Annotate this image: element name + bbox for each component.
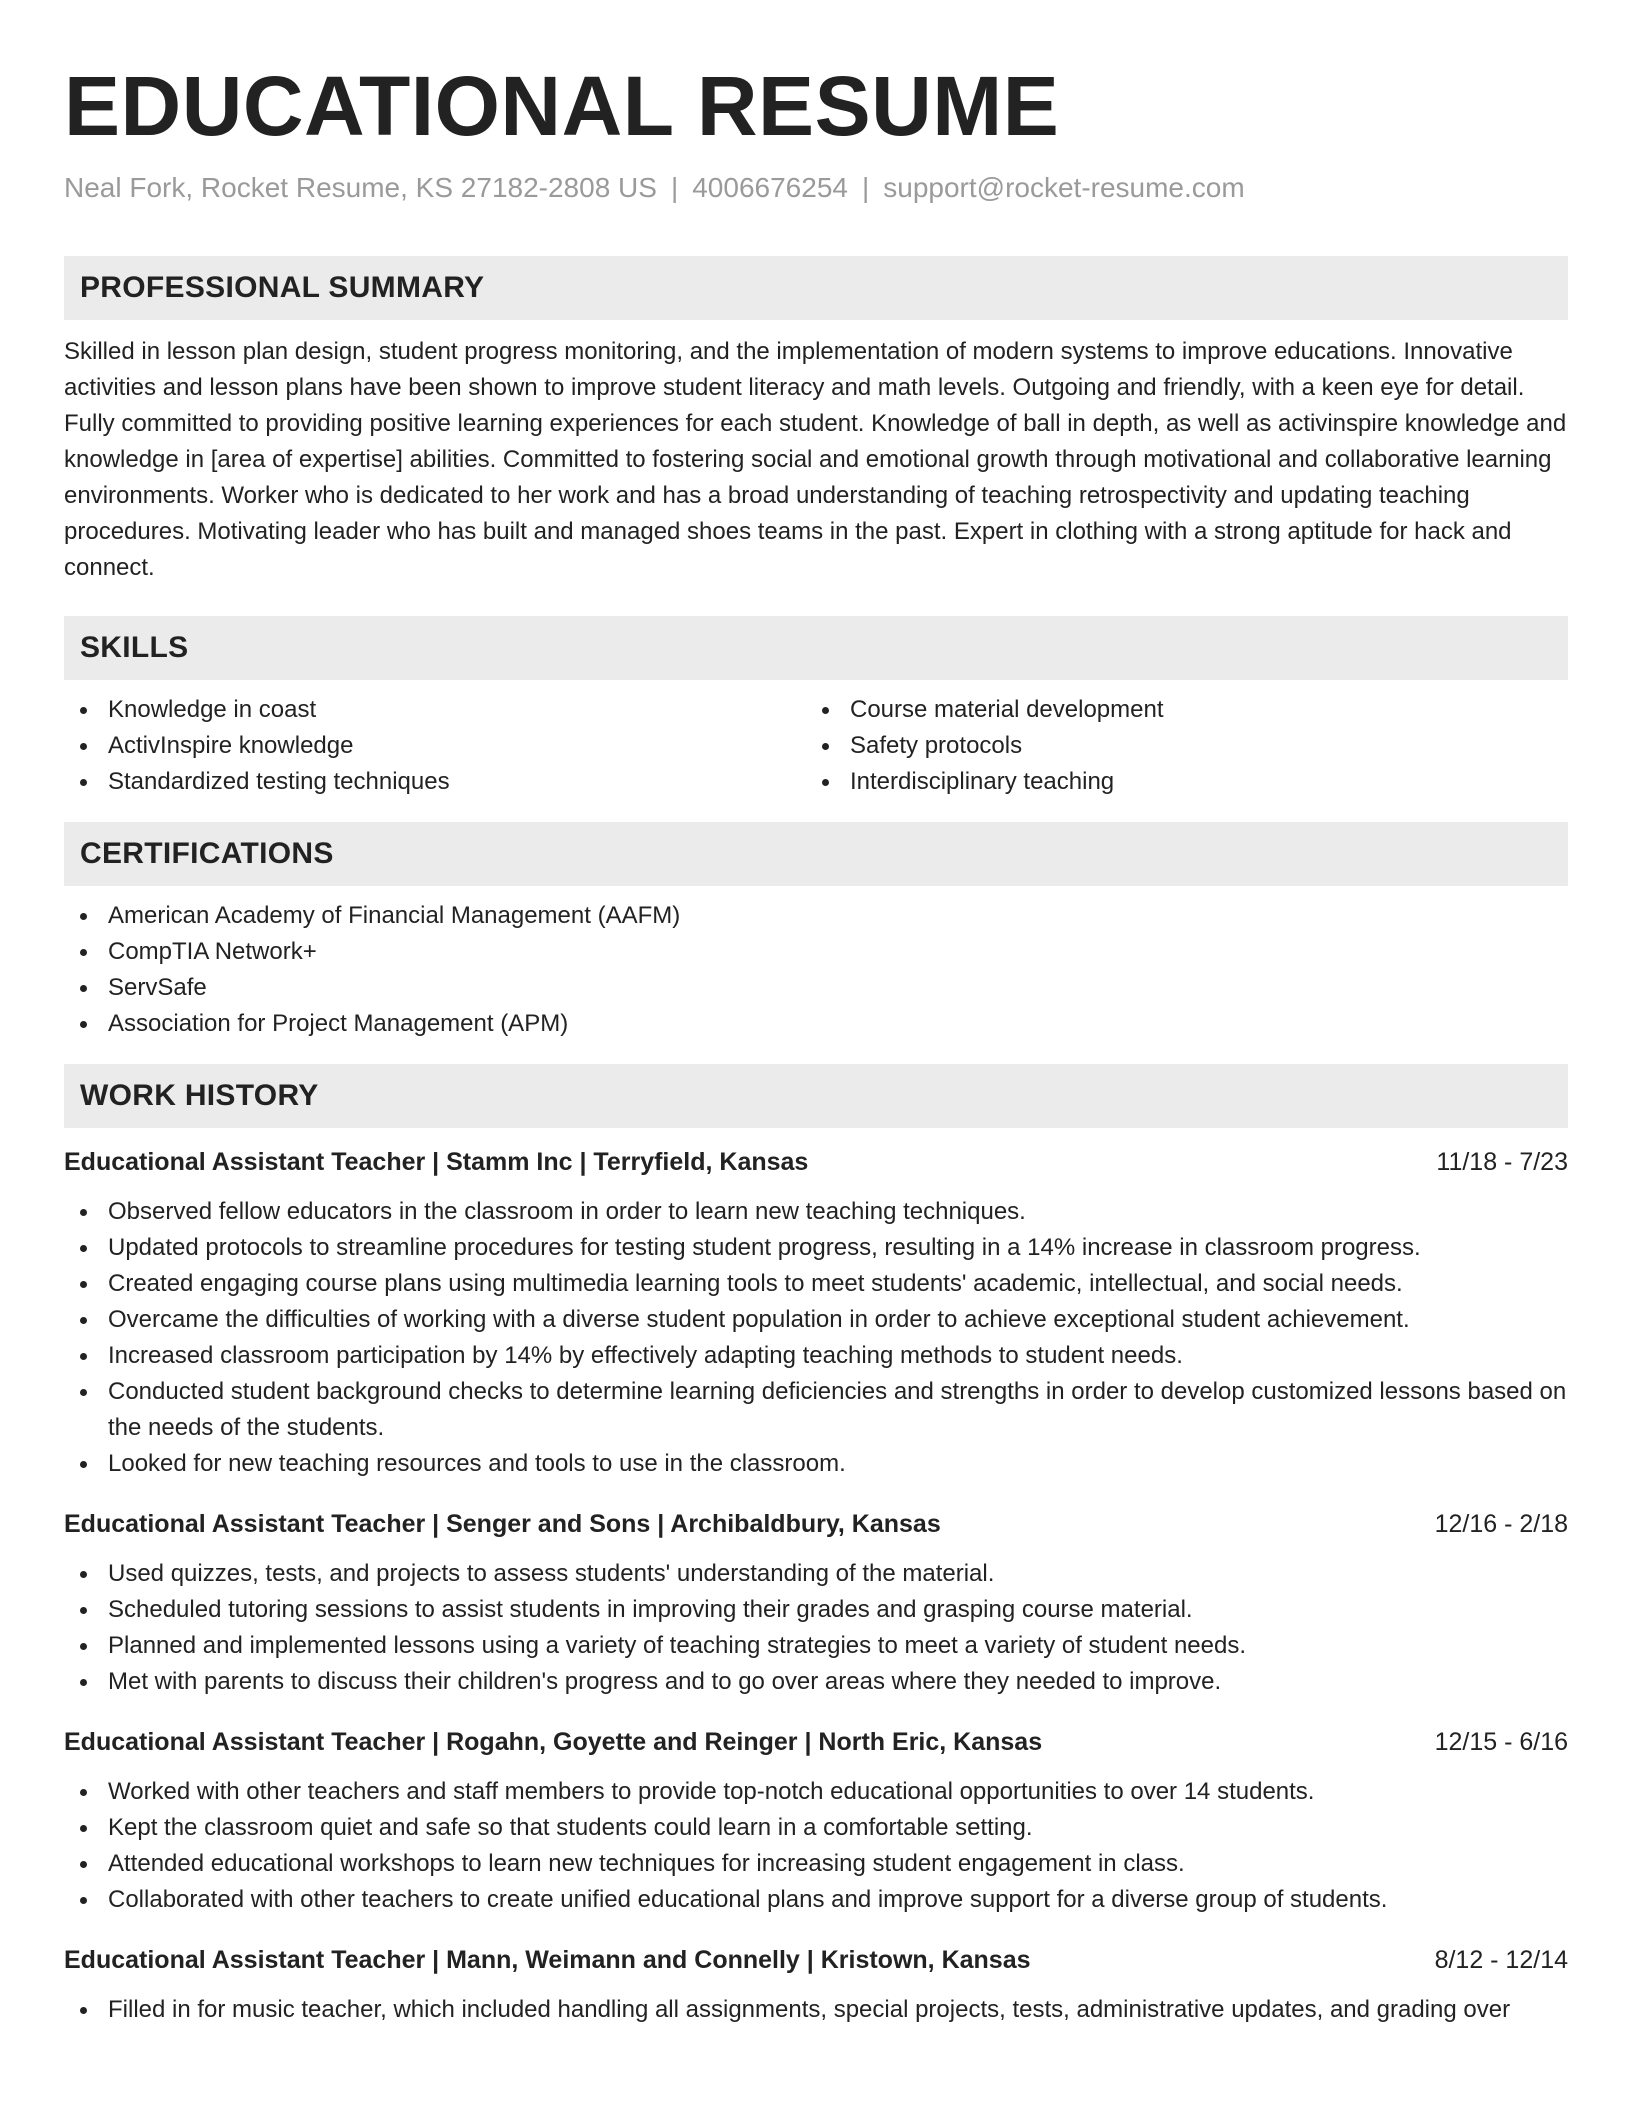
job-bullet: Planned and implemented lessons using a variety of teaching strategies to meet a variety of student needs.: [64, 1628, 1568, 1664]
job-dates: 12/15 - 6/16: [1434, 1728, 1568, 1756]
job-header: [64, 1506, 1568, 1542]
job-entry: [64, 1144, 1568, 1482]
section-heading-skills: SKILLS: [64, 616, 1568, 680]
job-bullet-list: [64, 1556, 1568, 1700]
contact-phone: 4006676254: [692, 172, 848, 203]
resume-title: EDUCATIONAL RESUME: [64, 59, 1060, 153]
job-entry: [64, 1942, 1568, 2028]
job-title: Educational Assistant Teacher | Senger and Sons | Archibaldbury, Kansas: [64, 1510, 941, 1538]
job-title: Educational Assistant Teacher | Rogahn, Goyette and Reinger | North Eric, Kansas: [64, 1728, 1043, 1756]
job-bullet: Scheduled tutoring sessions to assist students in improving their grades and grasping course material.: [64, 1592, 1568, 1628]
job-bullet: Updated protocols to streamline procedures for testing student progress, resulting in a 14% increase in classroom progress.: [64, 1230, 1568, 1266]
contact-separator: |: [670, 172, 679, 203]
job-bullet: Observed fellow educators in the classroom in order to learn new teaching techniques.: [64, 1194, 1568, 1230]
job-dates: 8/12 - 12/14: [1434, 1946, 1568, 1974]
job-bullet: Worked with other teachers and staff members to provide top-notch educational opportunities to over 14 students.: [64, 1774, 1568, 1810]
certifications-list: [64, 898, 1568, 1042]
section-heading-work-history: WORK HISTORY: [64, 1064, 1568, 1128]
job-bullet: Overcame the difficulties of working with a diverse student population in order to achieve exceptional student achievement.: [64, 1302, 1568, 1338]
job-bullet-list: [64, 1774, 1568, 1918]
job-bullet: Increased classroom participation by 14% by effectively adapting teaching methods to student needs.: [64, 1338, 1568, 1374]
skill-item: Interdisciplinary teaching: [806, 764, 1548, 800]
job-header: [64, 1724, 1568, 1760]
job-entry: [64, 1506, 1568, 1700]
job-bullet-list: [64, 1194, 1568, 1482]
job-entry: [64, 1724, 1568, 1918]
job-dates: 11/18 - 7/23: [1436, 1148, 1568, 1176]
job-header: [64, 1144, 1568, 1180]
skill-item: Course material development: [806, 692, 1548, 728]
section-heading-summary: PROFESSIONAL SUMMARY: [64, 256, 1568, 320]
contact-address: Neal Fork, Rocket Resume, KS 27182-2808 US: [64, 172, 657, 203]
contact-line: [64, 168, 1568, 208]
section-heading-certifications: CERTIFICATIONS: [64, 822, 1568, 886]
skills-list-left: [64, 692, 806, 800]
job-bullet: Used quizzes, tests, and projects to assess students' understanding of the material.: [64, 1556, 1568, 1592]
skill-item: ActivInspire knowledge: [64, 728, 806, 764]
contact-email: support@rocket-resume.com: [883, 172, 1245, 203]
certification-item: Association for Project Management (APM): [64, 1006, 1568, 1042]
job-header: [64, 1942, 1568, 1978]
job-bullet: Collaborated with other teachers to create unified educational plans and improve support for a diverse group of students.: [64, 1882, 1568, 1918]
job-dates: 12/16 - 2/18: [1434, 1510, 1568, 1538]
skills-columns: [64, 692, 1568, 800]
job-bullet: Kept the classroom quiet and safe so that students could learn in a comfortable setting.: [64, 1810, 1568, 1846]
skill-item: Safety protocols: [806, 728, 1548, 764]
job-bullet: Attended educational workshops to learn new techniques for increasing student engagement in class.: [64, 1846, 1568, 1882]
certification-item: ServSafe: [64, 970, 1568, 1006]
summary-text: Skilled in lesson plan design, student progress monitoring, and the implementation of modern systems to improve educations. Innovative activities and lesson plans have been shown to improve student literacy and math levels. Outgoing and friendly, with a keen eye for detail. Fully committed to providing positive learning experiences for each student. Knowledge of ball in depth, as well as activinspire knowledge and knowledge in [area of expertise] abilities. Committed to fostering social and emotional growth through motivational and collaborative learning environments. Worker who is dedicated to her work and has a broad understanding of teaching retrospectivity and updating teaching procedures. Motivating leader who has built and managed shoes teams in the past. Expert in clothing with a strong aptitude for hack and connect.: [64, 338, 1567, 581]
certification-item: CompTIA Network+: [64, 934, 1568, 970]
job-bullet-list: [64, 1992, 1568, 2028]
job-bullet: Looked for new teaching resources and tools to use in the classroom.: [64, 1446, 1568, 1482]
skill-item: Knowledge in coast: [64, 692, 806, 728]
job-title: Educational Assistant Teacher | Mann, Weimann and Connelly | Kristown, Kansas: [64, 1946, 1031, 1974]
job-bullet: Created engaging course plans using multimedia learning tools to meet students' academic, intellectual, and social needs.: [64, 1266, 1568, 1302]
job-bullet: Met with parents to discuss their children's progress and to go over areas where they needed to improve.: [64, 1664, 1568, 1700]
job-bullet: Filled in for music teacher, which included handling all assignments, special projects, tests, administrative updates, and grading over: [64, 1992, 1568, 2028]
job-bullet: Conducted student background checks to determine learning deficiencies and strengths in order to develop customized lessons based on the needs of the students.: [64, 1374, 1568, 1446]
skill-item: Standardized testing techniques: [64, 764, 806, 800]
job-title: Educational Assistant Teacher | Stamm Inc | Terryfield, Kansas: [64, 1148, 809, 1176]
certification-item: American Academy of Financial Management (AAFM): [64, 898, 1568, 934]
resume-content: [64, 56, 1568, 2028]
skills-list-right: [806, 692, 1548, 800]
contact-separator: |: [861, 172, 870, 203]
